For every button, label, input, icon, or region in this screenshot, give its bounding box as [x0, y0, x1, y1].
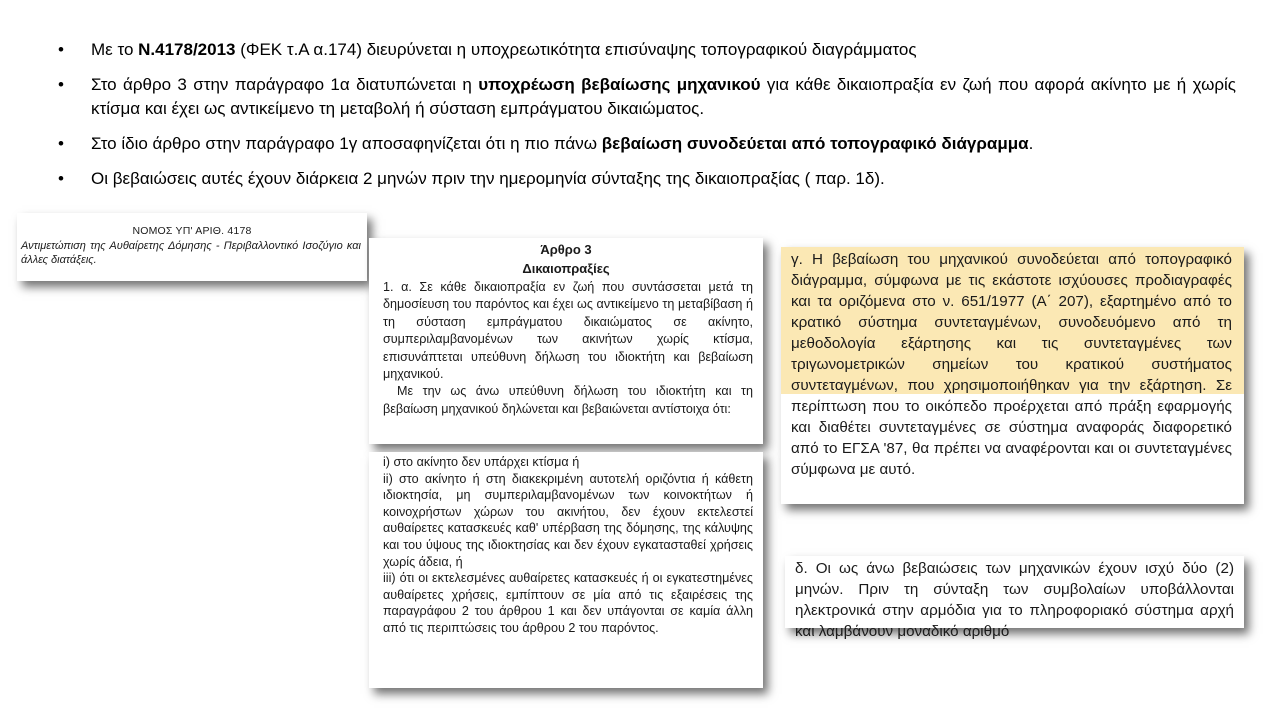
list-item: ii) στο ακίνητο ή στη διακεκριμένη αυτοτελή οριζόντια ή κάθετη ιδιοκτησία, μη συμπεριλαμβανομένων των κοινοκτήτων ή κοινοχρήστων χώρων του ακινήτου, δεν έχουν εκτελεστεί αυθαίρετες κατασκευές καθ' υπέρβαση της δόμησης, της κάλυψης και του ύψους της ιδιοκτησίας και δεν έχουν εγκατασταθεί χρήσεις χωρίς άδεια, ή	[383, 471, 753, 569]
bullet-item: • Με το Ν.4178/2013 (ΦΕΚ τ.Α α.174) διευρύνεται η υποχρεωτικότητα επισύναψης τοπογραφικού διαγράμματος	[58, 38, 1236, 62]
paragraph-gamma-clip	[781, 247, 1244, 504]
bullet-item: • Στο ίδιο άρθρο στην παράγραφο 1γ αποσαφηνίζεται ότι η πιο πάνω βεβαίωση συνοδεύεται από τοπογραφικό διάγραμμα.	[58, 132, 1236, 156]
article-items-clip	[369, 452, 763, 688]
article-3-clip	[369, 238, 763, 444]
bullet-bold-text: βεβαίωση συνοδεύεται από τοπογραφικό διάγραμμα	[601, 134, 1029, 153]
article-paragraph: 1. α. Σε κάθε δικαιοπραξία εν ζωή που συντάσσεται μετά τη δημοσίευση του παρόντος και έχει ως αντικείμενο τη μεταβίβαση ή τη σύσταση εμπράγματου δικαιώματος σε ακίνητο, συμπεριλαμβανομένων των ακινήτων χωρίς κτίσμα, επισυνάπτεται υπεύθυνη δήλωση του ιδιοκτήτη και βεβαίωση μηχανικού.	[383, 280, 753, 382]
paragraph-delta-clip	[785, 556, 1244, 640]
article-heading: Άρθρο 3	[540, 242, 592, 257]
law-title: ΝΟΜΟΣ ΥΠ' ΑΡΙΘ. 4178	[132, 225, 252, 237]
article-paragraph: Με την ως άνω υπεύθυνη δήλωση του ιδιοκτήτη και τη βεβαίωση μηχανικού δηλώνεται και βεβαιώνεται αντίστοιχα ότι:	[383, 384, 753, 416]
list-item: i) στο ακίνητο δεν υπάρχει κτίσμα ή	[383, 455, 580, 469]
paragraph-gamma-text: γ. Η βεβαίωση του μηχανικού συνοδεύεται από τοπογραφικό διάγραμμα, σύμφωνα με τις εκάστοτε ισχύουσες προδιαγραφές και τα οριζόμενα στο ν. 651/1977 (Α΄ 207), εξαρτημένο από το κρατικό σύστημα συντεταγμένων, συνοδευόμενο από τη μεθοδολογία εξάρτησης και τις συντεταγμένες των τριγωνομετρικών σημείων του κρατικού συστήματος συντεταγμένων, που χρησιμοποιήθηκαν για την εξάρτηση. Σε περίπτωση που το οικόπεδο προέρχεται από πράξη εφαρμογής και διαθέτει συντεταγμένες σε σύστημα αναφοράς διαφορετικό από το ΕΓΣΑ '87, θα πρέπει να αναφέρονται και οι συντεταγμένες σύμφωνα με αυτό.	[791, 251, 1232, 478]
bullet-bold-text: υποχρέωση βεβαίωσης μηχανικού	[478, 75, 761, 94]
list-item: iii) ότι οι εκτελεσμένες αυθαίρετες κατασκευές ή οι εγκατεστημένες αυθαίρετες χρήσεις, εμπίπτουν σε μία από τις εξαιρέσεις της παραγράφου 2 του άρθρου 1 και δεν υπάγονται σε καμία άλλη από τις περιπτώσεις του άρθρου 2 του παρόντος.	[383, 571, 753, 635]
bullet-bold-text: Ν.4178/2013	[138, 40, 236, 59]
article-subheading: Δικαιοπραξίες	[522, 261, 610, 276]
law-subtitle: Αντιμετώπιση της Αυθαίρετης Δόμησης - Περιβαλλοντικό Ισοζύγιο και άλλες διατάξεις.	[21, 240, 361, 266]
bullet-item: • Στο άρθρο 3 στην παράγραφο 1α διατυπώνεται η υποχρέωση βεβαίωσης μηχανικού για κάθε δικαιοπραξία εν ζωή που αφορά ακίνητο με ή χωρίς κτίσμα και έχει ως αντικείμενο τη μεταβολή ή σύσταση εμπράγματου δικαιώματος.	[58, 73, 1236, 121]
bullet-list	[58, 38, 1236, 202]
bullet-item: • Οι βεβαιώσεις αυτές έχουν διάρκεια 2 μηνών πριν την ημερομηνία σύνταξης της δικαιοπραξίας ( παρ. 1δ).	[58, 167, 1236, 191]
paragraph-delta-text: δ. Οι ως άνω βεβαιώσεις των μηχανικών έχουν ισχύ δύο (2) μηνών. Πριν τη σύνταξη των συμβολαίων υποβάλλονται ηλεκτρονικά στην αρμόδια για το πληροφοριακό σύστημα αρχή και λαμβάνουν μοναδικό αριθμό	[795, 560, 1234, 640]
article-body	[369, 276, 763, 418]
law-header-clip	[17, 213, 367, 281]
items-body	[369, 452, 763, 637]
